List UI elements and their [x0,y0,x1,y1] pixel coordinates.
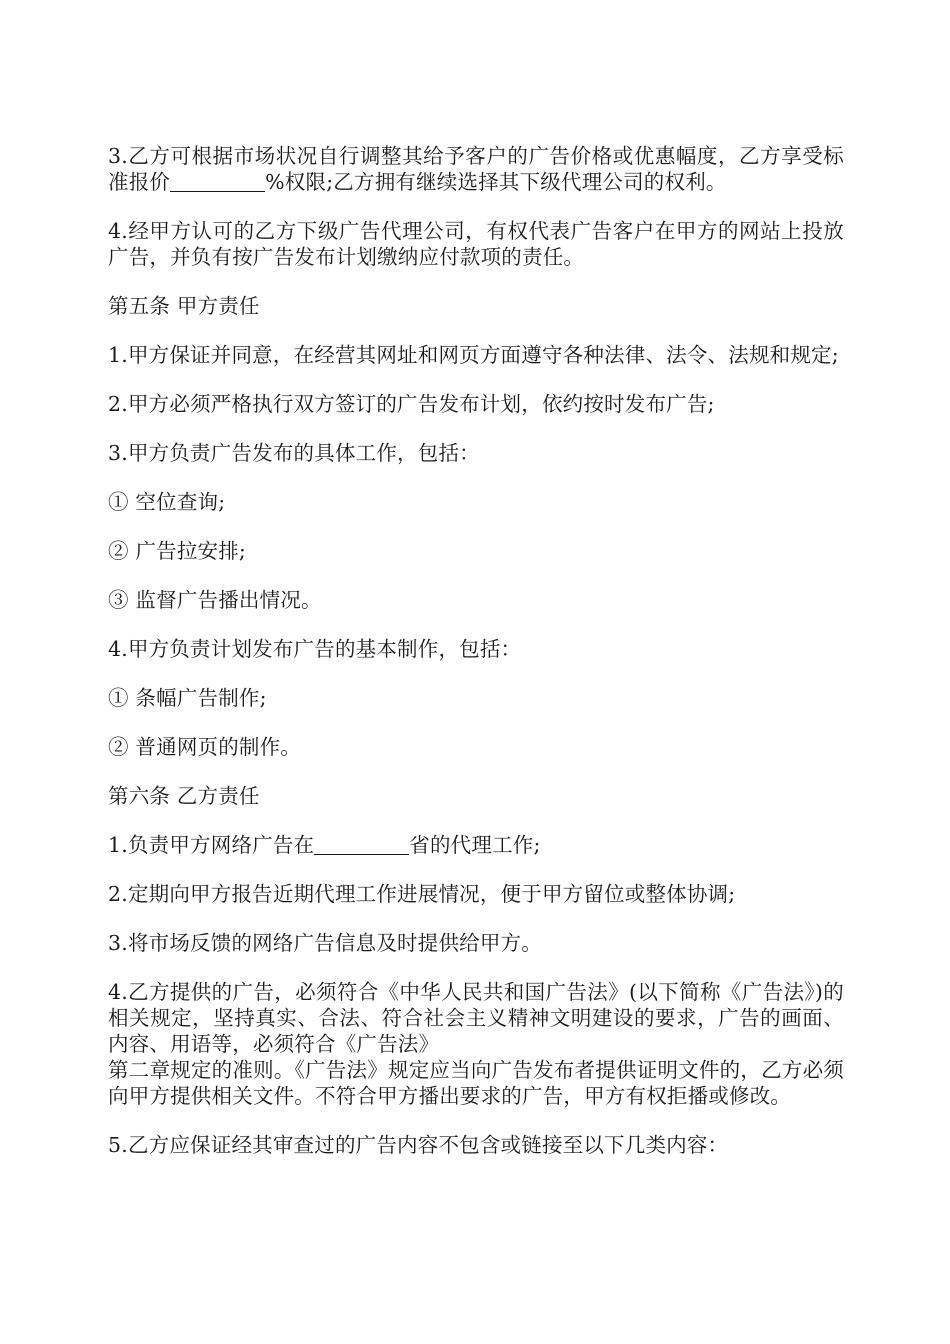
clause-paragraph: 4.甲方负责计划发布广告的基本制作，包括： [108,637,522,661]
clause-paragraph: 4.乙方提供的广告，必须符合《中华人民共和国广告法》(以下简称《广告法》)的相关规定，坚持真实、合法、符合社会主义精神文明建设的要求，广告的画面、内容、用语等，必须符合《广告法》 [108,980,844,1056]
paragraph-text: 省的代理工作; [409,833,541,857]
clause-paragraph: 4.经甲方认可的乙方下级广告代理公司，有权代表广告客户在甲方的网站上投放广告，并负有按广告发布计划缴纳应付款项的责任。 [108,219,844,269]
fill-in-blank [170,171,265,192]
document-body [108,143,844,1181]
list-item: ① 条幅广告制作; [108,686,267,710]
clause-paragraph [108,832,844,858]
list-item: ② 广告拉安排; [108,539,247,563]
clause-paragraph: 5.乙方应保证经其审查过的广告内容不包含或链接至以下几类内容： [108,1133,729,1157]
list-item: ② 普通网页的制作。 [108,735,302,759]
clause-paragraph [108,143,844,195]
paragraph-text: 1.负责甲方网络广告在 [108,833,315,857]
clause-paragraph: 第二章规定的准则。《广告法》规定应当向广告发布者提供证明文件的，乙方必须向甲方提供相关文件。不符合甲方播出要求的广告，甲方有权拒播或修改。 [108,1058,844,1108]
article-heading: 第五条 甲方责任 [108,294,260,318]
list-item: ③ 监督广告播出情况。 [108,588,322,612]
article-heading: 第六条 乙方责任 [108,784,260,808]
clause-paragraph: 3.将市场反馈的网络广告信息及时提供给甲方。 [108,931,542,955]
clause-paragraph: 3.甲方负责广告发布的具体工作，包括： [108,441,480,465]
fill-in-blank [314,834,409,855]
list-item: ① 空位查询; [108,490,226,514]
clause-paragraph: 2.甲方必须严格执行双方签订的广告发布计划，依约按时发布广告; [108,392,715,416]
paragraph-text: 3.乙方可根据市场状况自行调整其给予客户的广告价格或优惠幅度，乙方享受标准报价 [108,144,844,194]
paragraph-text: %权限;乙方拥有继续选择其下级代理公司的权利。 [265,170,727,194]
clause-paragraph: 1.甲方保证并同意，在经营其网址和网页方面遵守各种法律、法令、法规和规定; [108,343,839,367]
clause-paragraph: 2.定期向甲方报告近期代理工作进展情况，便于甲方留位或整体协调; [108,882,736,906]
